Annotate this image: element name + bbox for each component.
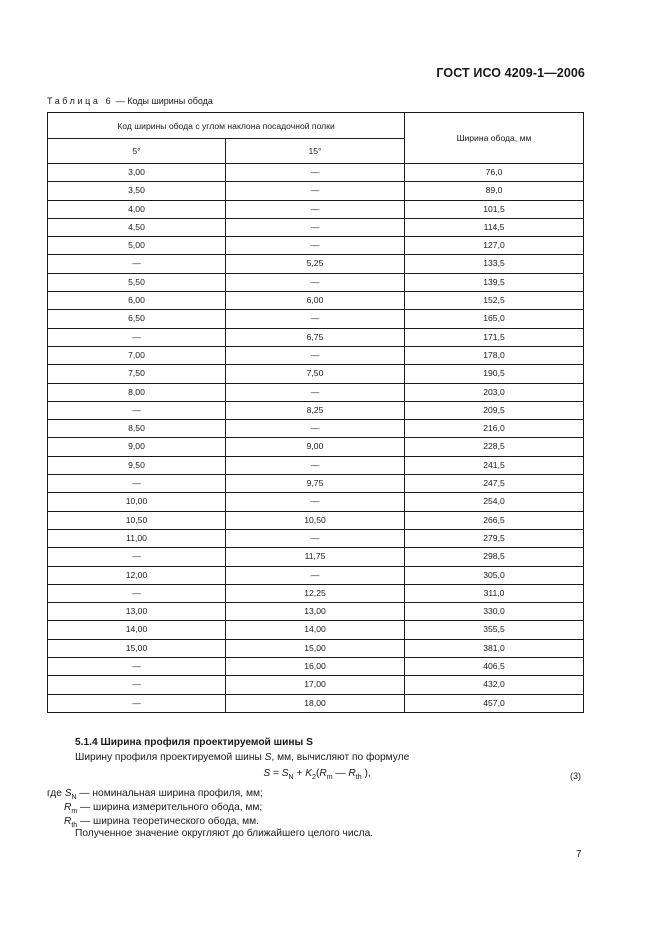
code-5deg-cell: 14,00 [48,621,226,639]
code-15deg-cell: — [226,273,405,291]
where-word: где [47,788,65,799]
rim-width-cell: 171,5 [405,328,584,346]
code-5deg-cell: 4,00 [48,200,226,218]
table-row [48,511,584,529]
rim-width-cell: 228,5 [405,438,584,456]
code-5deg-cell: 7,00 [48,346,226,364]
code-15deg-cell: 12,25 [226,584,405,602]
code-15deg-cell: — [226,310,405,328]
code-15deg-cell: 9,00 [226,438,405,456]
table-row [48,164,584,182]
code-5deg-cell: 10,00 [48,493,226,511]
rim-width-cell: 305,0 [405,566,584,584]
code-5deg-cell: 3,00 [48,164,226,182]
rim-width-codes-table [47,112,584,713]
table-row [48,584,584,602]
code-5deg-cell: 11,00 [48,529,226,547]
rim-width-cell: 89,0 [405,182,584,200]
rim-width-cell: 114,5 [405,218,584,236]
table-row [48,438,584,456]
table-row [48,548,584,566]
definition-rm: $R_m$ — ширина измерительного обода, мм; [64,802,263,816]
table-body [48,164,584,713]
table-row [48,401,584,419]
code-15deg-cell: — [226,493,405,511]
rim-width-cell: 279,5 [405,529,584,547]
angle-15-column-header: 15° [226,139,405,164]
table-row [48,603,584,621]
rim-code-group-header: Код ширины обода с углом наклона посадочной полки [48,113,405,139]
code-5deg-cell: 8,50 [48,420,226,438]
table-row [48,365,584,383]
rim-width-cell: 311,0 [405,584,584,602]
code-15deg-cell: 5,25 [226,255,405,273]
rim-width-cell: 457,0 [405,694,584,712]
table-row [48,218,584,236]
table-row [48,346,584,364]
code-15deg-cell: — [226,200,405,218]
table-row [48,182,584,200]
rim-width-cell: 127,0 [405,237,584,255]
code-15deg-cell: — [226,218,405,236]
document-standard-header: ГОСТ ИСО 4209-1—2006 [436,66,585,80]
formula: $S = S_N + K_2(R_m$ — $R_{th}$ ), [263,768,371,782]
code-5deg-cell: — [48,584,226,602]
rim-width-cell: 254,0 [405,493,584,511]
table-row [48,475,584,493]
table-row [48,493,584,511]
rim-width-cell: 330,0 [405,603,584,621]
code-5deg-cell: 10,50 [48,511,226,529]
table-caption-title: — Коды ширины обода [113,96,213,106]
section-title: 5.1.4 Ширина профиля проектируемой шины S [75,737,313,748]
definition-rth-text: — ширина теоретического обода, мм. [77,816,259,827]
code-5deg-cell: — [48,328,226,346]
rim-width-cell: 298,5 [405,548,584,566]
rim-width-cell: 216,0 [405,420,584,438]
code-5deg-cell: — [48,658,226,676]
code-5deg-cell: 8,00 [48,383,226,401]
section-intro [75,752,615,763]
code-15deg-cell: 9,75 [226,475,405,493]
table-row [48,658,584,676]
rim-width-cell: 209,5 [405,401,584,419]
code-15deg-cell: 17,00 [226,676,405,694]
definition-sn: где $S_N$ — номинальная ширина профиля, мм; [47,788,263,802]
code-15deg-cell: 11,75 [226,548,405,566]
table-row [48,456,584,474]
code-15deg-cell: 13,00 [226,603,405,621]
code-5deg-cell: 5,00 [48,237,226,255]
code-5deg-cell: — [48,694,226,712]
code-5deg-cell: — [48,548,226,566]
code-15deg-cell: 15,00 [226,639,405,657]
rim-width-cell: 355,5 [405,621,584,639]
rim-width-cell: 101,5 [405,200,584,218]
table-caption [47,96,213,106]
code-15deg-cell: 10,50 [226,511,405,529]
code-15deg-cell: 16,00 [226,658,405,676]
rim-width-cell: 152,5 [405,292,584,310]
rim-width-cell: 266,5 [405,511,584,529]
table-row [48,255,584,273]
page-number: 7 [576,849,582,860]
table-row [48,292,584,310]
rim-width-cell: 165,0 [405,310,584,328]
table-row [48,310,584,328]
intro-text-a: Ширину профиля проектируемой шины [75,752,265,763]
code-5deg-cell: 6,50 [48,310,226,328]
table-row [48,200,584,218]
code-5deg-cell: 15,00 [48,639,226,657]
table-row [48,621,584,639]
rim-width-cell: 139,5 [405,273,584,291]
code-5deg-cell: 3,50 [48,182,226,200]
rounding-note: Полученное значение округляют до ближайшего целого числа. [75,828,374,839]
table-row [48,383,584,401]
code-5deg-cell: 5,50 [48,273,226,291]
table-row [48,694,584,712]
code-5deg-cell: 9,00 [48,438,226,456]
intro-variable: S [264,752,272,763]
code-15deg-cell: — [226,420,405,438]
definition-rm-text: — ширина измерительного обода, мм; [77,802,263,813]
code-15deg-cell: — [226,456,405,474]
code-5deg-cell: — [48,401,226,419]
table-row [48,273,584,291]
code-5deg-cell: 9,50 [48,456,226,474]
code-15deg-cell: 18,00 [226,694,405,712]
table-row [48,529,584,547]
rim-width-cell: 241,5 [405,456,584,474]
code-5deg-cell: 7,50 [48,365,226,383]
angle-5-column-header: 5° [48,139,226,164]
code-15deg-cell: — [226,182,405,200]
code-5deg-cell: 6,00 [48,292,226,310]
rim-width-cell: 381,0 [405,639,584,657]
table-row [48,420,584,438]
rim-width-cell: 247,5 [405,475,584,493]
code-5deg-cell: — [48,475,226,493]
code-15deg-cell: — [226,566,405,584]
table-caption-number: Таблица 6 [47,96,114,106]
table-row [48,639,584,657]
table-row [48,566,584,584]
formula-number: (3) [570,771,581,781]
code-15deg-cell: — [226,346,405,364]
code-15deg-cell: 6,75 [226,328,405,346]
rim-width-cell: 406,5 [405,658,584,676]
rim-width-cell: 76,0 [405,164,584,182]
code-15deg-cell: — [226,237,405,255]
code-5deg-cell: 4,50 [48,218,226,236]
code-5deg-cell: — [48,676,226,694]
code-15deg-cell: 14,00 [226,621,405,639]
rim-width-column-header: Ширина обода, мм [405,113,584,164]
table-row [48,328,584,346]
table-row [48,676,584,694]
code-15deg-cell: 8,25 [226,401,405,419]
code-15deg-cell: — [226,383,405,401]
table-row [48,237,584,255]
code-5deg-cell: — [48,255,226,273]
definition-sn-text: — номинальная ширина профиля, мм; [76,788,263,799]
code-5deg-cell: 12,00 [48,566,226,584]
rim-width-cell: 190,5 [405,365,584,383]
rim-width-cell: 178,0 [405,346,584,364]
rim-width-cell: 133,5 [405,255,584,273]
code-15deg-cell: — [226,164,405,182]
rim-width-cell: 432,0 [405,676,584,694]
rim-width-cell: 203,0 [405,383,584,401]
code-15deg-cell: 7,50 [226,365,405,383]
definition-rth: $R_{th}$ — ширина теоретического обода, мм. [64,816,259,830]
code-15deg-cell: 6,00 [226,292,405,310]
code-5deg-cell: 13,00 [48,603,226,621]
code-15deg-cell: — [226,529,405,547]
intro-text-b: , мм, вычисляют по формуле [271,752,410,763]
